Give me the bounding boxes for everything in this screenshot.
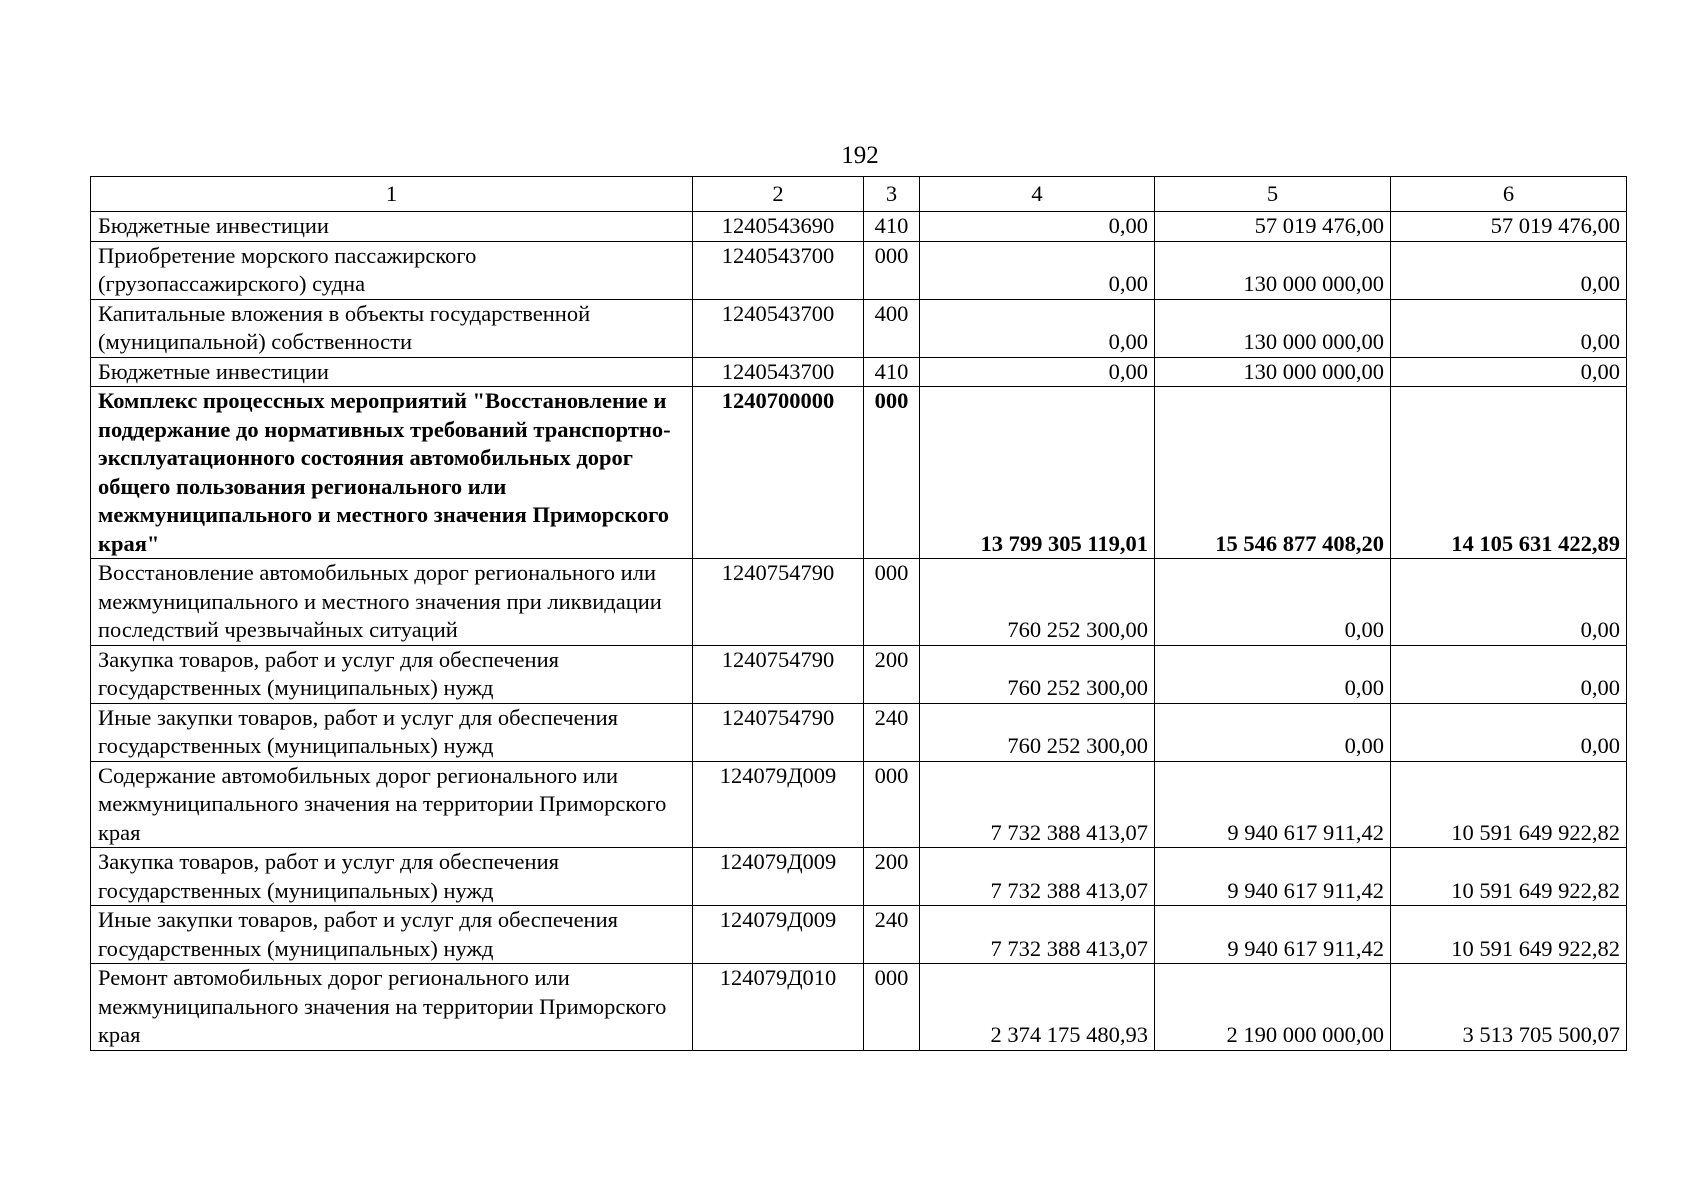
- table-row: [91, 703, 1627, 761]
- row-value-col6: 10 591 649 922,82: [1391, 761, 1627, 848]
- row-name-cell: Содержание автомобильных дорог регионального или межмуниципального значения на территории Приморского края: [91, 761, 693, 848]
- row-code-cell: 1240543700: [693, 299, 864, 357]
- header-col-3: 3: [864, 177, 920, 212]
- row-type-cell: 000: [864, 387, 920, 559]
- row-name-cell: Комплекс процессных мероприятий "Восстановление и поддержание до нормативных требований транспортно-эксплуатационного состояния автомобильных дорог общего пользования регионального или межмуниципального и местного значения Приморского края": [91, 387, 693, 559]
- row-type-cell: 200: [864, 848, 920, 906]
- budget-table: [90, 176, 1627, 1051]
- row-type-cell: 000: [864, 241, 920, 299]
- row-name-cell: Бюджетные инвестиции: [91, 357, 693, 387]
- row-value-col4: 760 252 300,00: [920, 559, 1155, 646]
- row-value-col5: 57 019 476,00: [1155, 212, 1391, 242]
- row-name-cell: Бюджетные инвестиции: [91, 212, 693, 242]
- header-col-4: 4: [920, 177, 1155, 212]
- row-value-col6: 57 019 476,00: [1391, 212, 1627, 242]
- row-value-col5: 2 190 000 000,00: [1155, 964, 1391, 1051]
- row-name-cell: Иные закупки товаров, работ и услуг для обеспечения государственных (муниципальных) нужд: [91, 703, 693, 761]
- row-value-col6: 0,00: [1391, 559, 1627, 646]
- row-value-col6: 0,00: [1391, 645, 1627, 703]
- row-code-cell: 1240543700: [693, 241, 864, 299]
- header-col-1: 1: [91, 177, 693, 212]
- table-row: [91, 906, 1627, 964]
- row-type-cell: 410: [864, 357, 920, 387]
- header-col-6: 6: [1391, 177, 1627, 212]
- row-type-cell: 410: [864, 212, 920, 242]
- table-body: [91, 212, 1627, 1051]
- row-value-col5: 0,00: [1155, 703, 1391, 761]
- row-code-cell: 1240543690: [693, 212, 864, 242]
- row-code-cell: 124079Д009: [693, 761, 864, 848]
- row-value-col4: 13 799 305 119,01: [920, 387, 1155, 559]
- row-value-col4: 0,00: [920, 299, 1155, 357]
- header-col-5: 5: [1155, 177, 1391, 212]
- row-value-col4: 0,00: [920, 241, 1155, 299]
- row-code-cell: 1240543700: [693, 357, 864, 387]
- header-row: [91, 177, 1627, 212]
- table-row: [91, 559, 1627, 646]
- row-value-col5: 0,00: [1155, 559, 1391, 646]
- row-value-col4: 7 732 388 413,07: [920, 906, 1155, 964]
- row-code-cell: 1240700000: [693, 387, 864, 559]
- row-value-col5: 0,00: [1155, 645, 1391, 703]
- row-code-cell: 1240754790: [693, 645, 864, 703]
- row-value-col6: 14 105 631 422,89: [1391, 387, 1627, 559]
- table-row: [91, 357, 1627, 387]
- row-name-cell: Ремонт автомобильных дорог регионального или межмуниципального значения на территории Приморского края: [91, 964, 693, 1051]
- row-value-col5: 9 940 617 911,42: [1155, 761, 1391, 848]
- row-value-col4: 7 732 388 413,07: [920, 848, 1155, 906]
- row-value-col6: 3 513 705 500,07: [1391, 964, 1627, 1051]
- row-type-cell: 240: [864, 703, 920, 761]
- row-name-cell: Иные закупки товаров, работ и услуг для обеспечения государственных (муниципальных) нужд: [91, 906, 693, 964]
- row-value-col5: 130 000 000,00: [1155, 357, 1391, 387]
- row-type-cell: 200: [864, 645, 920, 703]
- row-value-col6: 10 591 649 922,82: [1391, 848, 1627, 906]
- row-name-cell: Приобретение морского пассажирского (грузопассажирского) судна: [91, 241, 693, 299]
- table-row: [91, 848, 1627, 906]
- row-value-col6: 0,00: [1391, 241, 1627, 299]
- row-name-cell: Закупка товаров, работ и услуг для обеспечения государственных (муниципальных) нужд: [91, 848, 693, 906]
- row-value-col4: 760 252 300,00: [920, 703, 1155, 761]
- row-code-cell: 124079Д009: [693, 906, 864, 964]
- header-col-2: 2: [693, 177, 864, 212]
- row-code-cell: 124079Д009: [693, 848, 864, 906]
- row-value-col5: 9 940 617 911,42: [1155, 906, 1391, 964]
- row-type-cell: 240: [864, 906, 920, 964]
- row-code-cell: 1240754790: [693, 559, 864, 646]
- table-row: [91, 964, 1627, 1051]
- table-row: [91, 645, 1627, 703]
- row-value-col4: 0,00: [920, 357, 1155, 387]
- table-row: [91, 212, 1627, 242]
- row-value-col5: 9 940 617 911,42: [1155, 848, 1391, 906]
- table-row: [91, 387, 1627, 559]
- row-type-cell: 000: [864, 559, 920, 646]
- row-value-col4: 760 252 300,00: [920, 645, 1155, 703]
- row-type-cell: 000: [864, 761, 920, 848]
- table-row: [91, 241, 1627, 299]
- row-value-col4: 7 732 388 413,07: [920, 761, 1155, 848]
- row-name-cell: Капитальные вложения в объекты государственной (муниципальной) собственности: [91, 299, 693, 357]
- page-number: 192: [841, 142, 879, 169]
- table-row: [91, 761, 1627, 848]
- row-type-cell: 400: [864, 299, 920, 357]
- row-value-col4: 0,00: [920, 212, 1155, 242]
- row-code-cell: 1240754790: [693, 703, 864, 761]
- row-value-col4: 2 374 175 480,93: [920, 964, 1155, 1051]
- row-name-cell: Закупка товаров, работ и услуг для обеспечения государственных (муниципальных) нужд: [91, 645, 693, 703]
- table-row: [91, 299, 1627, 357]
- row-value-col6: 0,00: [1391, 703, 1627, 761]
- row-value-col6: 0,00: [1391, 357, 1627, 387]
- row-value-col6: 0,00: [1391, 299, 1627, 357]
- row-value-col5: 130 000 000,00: [1155, 241, 1391, 299]
- row-value-col5: 15 546 877 408,20: [1155, 387, 1391, 559]
- row-type-cell: 000: [864, 964, 920, 1051]
- row-name-cell: Восстановление автомобильных дорог регионального или межмуниципального и местного значения при ликвидации последствий чрезвычайных ситуаций: [91, 559, 693, 646]
- row-code-cell: 124079Д010: [693, 964, 864, 1051]
- row-value-col6: 10 591 649 922,82: [1391, 906, 1627, 964]
- row-value-col5: 130 000 000,00: [1155, 299, 1391, 357]
